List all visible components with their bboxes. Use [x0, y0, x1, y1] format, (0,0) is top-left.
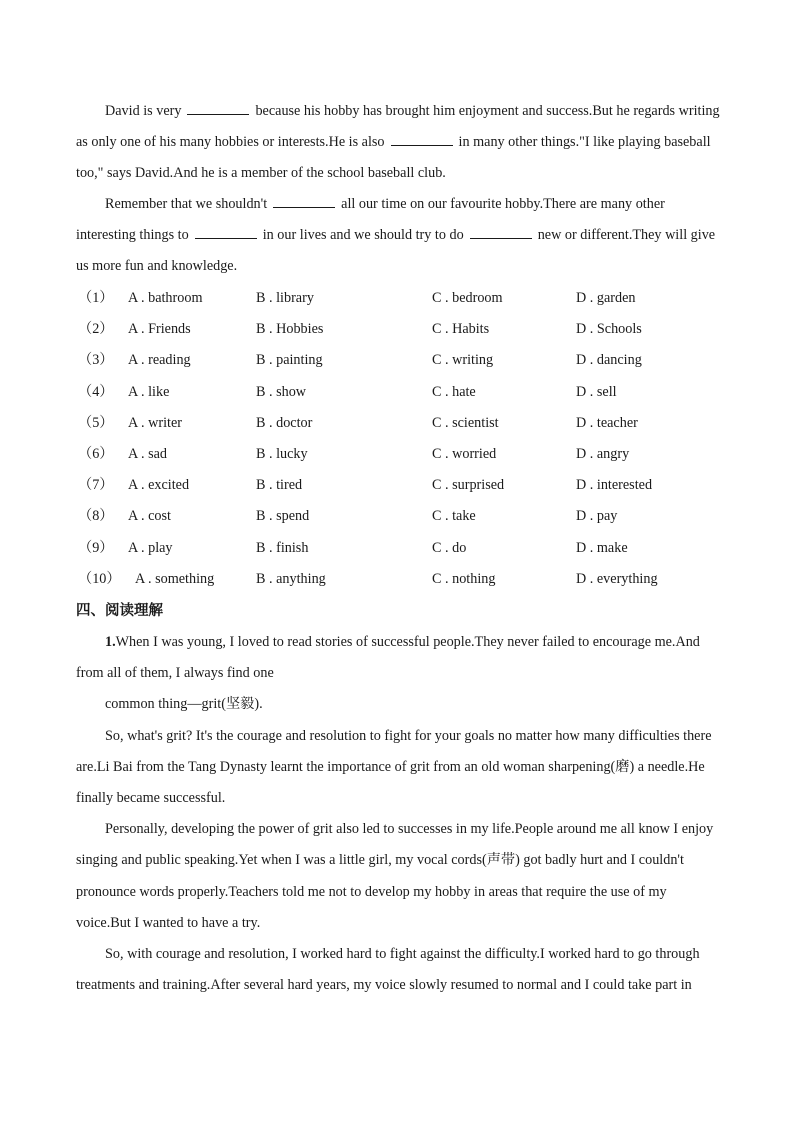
option-d: D . dancing [576, 352, 642, 369]
cloze-text: Remember that we shouldn't [105, 196, 268, 212]
option-row [76, 564, 736, 595]
question-number: （10） [78, 570, 121, 587]
option-a: A . cost [128, 508, 171, 525]
cloze-text: because his hobby has brought him enjoyment and success.But he regards writing as only one of his many hobbies or interests.He is also [76, 103, 720, 151]
reading-passage [76, 627, 722, 1001]
option-a: A . play [128, 539, 173, 556]
question-number: （1） [78, 290, 114, 306]
cloze-paragraph-2 [76, 189, 722, 283]
option-b: B . anything [256, 570, 326, 587]
option-b: B . Hobbies [256, 321, 324, 338]
question-number: （4） [78, 383, 114, 400]
option-a: A . Friends [128, 321, 191, 338]
option-b: B . lucky [256, 445, 308, 462]
option-c: C . bedroom [432, 290, 503, 306]
option-c: C . surprised [432, 477, 505, 494]
passage-text: common thing—grit(坚毅). [105, 696, 263, 713]
option-a: A . bathroom [128, 290, 203, 306]
answer-blank [195, 224, 257, 239]
reading-line [76, 689, 722, 720]
option-d: D . interested [576, 477, 653, 494]
option-row [76, 345, 736, 376]
option-row [76, 408, 736, 439]
option-b: B . tired [256, 477, 303, 494]
option-d: D . teacher [576, 414, 638, 431]
option-c: C . writing [432, 352, 494, 369]
option-c: C . take [432, 508, 476, 525]
reading-paragraph-1 [76, 627, 722, 689]
option-row [76, 470, 736, 501]
option-d: D . Schools [576, 321, 642, 338]
option-c: C . hate [432, 383, 476, 400]
option-row [76, 283, 736, 314]
reading-paragraph-4 [76, 939, 722, 1001]
option-a: A . excited [128, 477, 190, 494]
option-c: C . worried [432, 445, 497, 462]
cloze-text: in our lives and we should try to do [262, 227, 464, 244]
answer-blank [273, 193, 335, 208]
passage-text: When I was young, I loved to read stories of successful people.They never failed to encourage me.And from all of them, I always find one [76, 634, 700, 682]
question-number: （7） [78, 477, 114, 494]
option-d: D . sell [576, 383, 617, 400]
cloze-text: new or different.They will give us more fun and knowledge. [76, 227, 716, 275]
reading-paragraph-3 [76, 814, 722, 939]
option-a: A . reading [128, 352, 191, 369]
passage-text: So, with courage and resolution, I worked hard to fight against the difficulty.I worked hard to go through treatments and training.After several hard years, my voice slowly resumed to normal and I could take part in [76, 946, 700, 994]
passage-text: Personally, developing the power of grit also led to successes in my life.People around me all know I enjoy singing and public speaking.Yet when I was a little girl, my vocal cords(声带) got badly hurt and I couldn't pronounce words properly.Teachers told me not to develop my hobby in areas that require the use of my voice.But I wanted to have a try. [76, 821, 714, 931]
option-d: D . angry [576, 445, 630, 462]
option-a: A . something [135, 570, 215, 587]
option-c: C . scientist [432, 414, 499, 431]
question-number: （2） [78, 321, 114, 338]
option-row [76, 533, 736, 564]
answer-blank [470, 224, 532, 239]
option-a: A . sad [128, 445, 168, 462]
question-number: 1. [105, 634, 116, 650]
question-number: （8） [78, 508, 114, 525]
cloze-text: all our time on our favourite hobby.There are many other interesting things to [76, 196, 665, 244]
cloze-text: David is very [105, 103, 182, 119]
option-row [76, 501, 736, 532]
answer-blank [187, 100, 249, 115]
section-title: 四、阅读理解 [76, 603, 163, 619]
option-row [76, 377, 736, 408]
option-row [76, 314, 736, 345]
option-b: B . spend [256, 508, 310, 525]
passage-text: So, what's grit? It's the courage and resolution to fight for your goals no matter how many difficulties there are.Li Bai from the Tang Dynasty learnt the importance of grit from an old woman sharpening(磨) a needle.He finally became successful. [76, 727, 712, 807]
question-number: （5） [78, 414, 114, 431]
question-number: （3） [78, 352, 114, 369]
option-b: B . finish [256, 539, 309, 556]
option-b: B . show [256, 383, 307, 400]
option-a: A . like [128, 383, 170, 400]
option-d: D . pay [576, 508, 618, 525]
reading-paragraph-2 [76, 721, 722, 815]
answer-blank [391, 131, 453, 146]
option-d: D . everything [576, 570, 658, 587]
cloze-paragraph-1 [76, 96, 722, 190]
option-c: C . nothing [432, 570, 496, 587]
option-b: B . painting [256, 352, 323, 369]
option-b: B . library [256, 290, 314, 306]
question-number: （9） [78, 539, 114, 556]
cloze-text: in many other things."I like playing baseball too," says David.And he is a member of the school baseball club. [76, 134, 711, 182]
option-d: D . garden [576, 290, 636, 306]
option-row [76, 439, 736, 470]
option-c: C . Habits [432, 321, 490, 338]
question-number: （6） [78, 445, 114, 462]
option-b: B . doctor [256, 414, 313, 431]
option-d: D . make [576, 539, 628, 556]
option-a: A . writer [128, 414, 182, 431]
option-c: C . do [432, 539, 467, 556]
option-list [76, 283, 736, 595]
